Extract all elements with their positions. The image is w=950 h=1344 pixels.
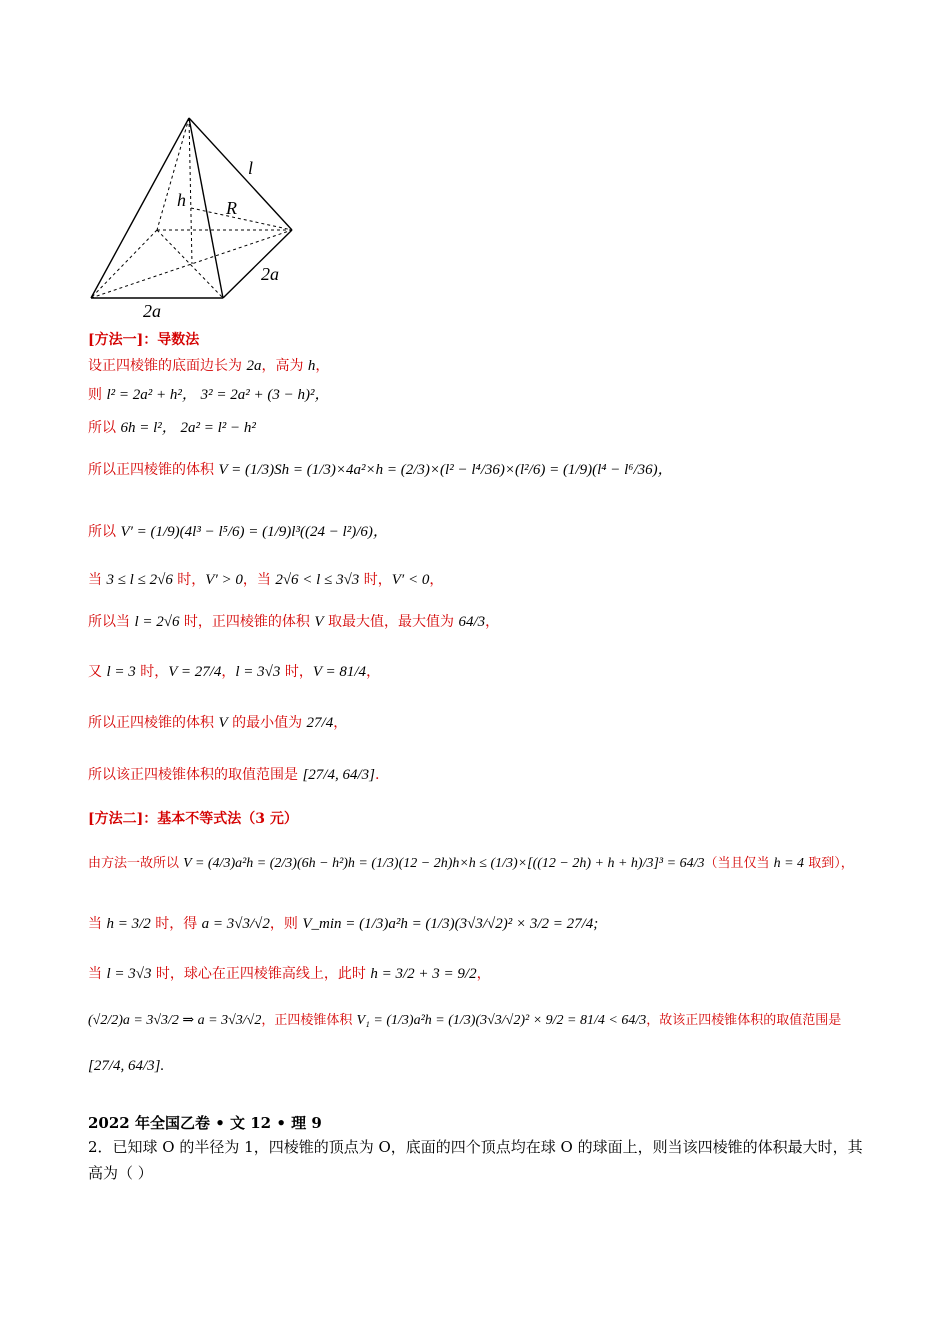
question-text: 2．已知球 O 的半径为 1，四棱锥的顶点为 O，底面的四个顶点均在球 O 的球面上，则当该四棱锥的体积最大时，其高为（ ） [88, 1138, 863, 1183]
height-line [189, 118, 192, 264]
method1-line-10: 所以该正四棱锥体积的取值范围是 [27/4, 64/3]. [88, 767, 380, 783]
method1-line-8: 又 l = 3 时，V = 27/4，l = 3√3 时，V = 81/4， [88, 664, 381, 680]
edge-apex-fr [189, 118, 223, 298]
pyramid-figure [80, 108, 320, 323]
edge-base-right [223, 230, 292, 298]
method1-line-5: 所以 V′ = (1/9)(4l³ − l⁵/6) = (1/9)l³((24 − l²)/6)， [88, 524, 388, 540]
method2-line-2: 当 h = 3/2 时，得 a = 3√3/√2，则 V_min = (1/3)a²h = (1/3)(3√3/√2)² × 3/2 = 27/4; [88, 916, 599, 932]
label-side-bottom: 2a [143, 301, 161, 321]
edge-apex-bl [157, 118, 189, 230]
method1-title: [方法一]：导数法 [88, 332, 200, 348]
method2-line-1: 由方法一故所以 V = (4/3)a²h = (2/3)(6h − h²)h = (1/3)(12 − 2h)h×h ≤ (1/3)×[((12 − 2h) + h + h)/3]³ = 64/3（当且仅当 h = 4 取到）， [88, 856, 854, 871]
label-l: l [248, 158, 254, 178]
method2-title: [方法二]：基本不等式法（3 元） [88, 811, 298, 827]
method1-line-4: 所以正四棱锥的体积 V = (1/3)Sh = (1/3)×4a²×h = (2/3)×(l² − l⁴/36)×(l²/6) = (1/9)(l⁴ − l⁶/36)， [88, 462, 673, 478]
label-side-right: 2a [261, 264, 279, 284]
method2-line-5: [27/4, 64/3]. [88, 1058, 165, 1074]
label-h: h [177, 190, 186, 210]
section-title: 2022 年全国乙卷 • 文 12 • 理 9 [88, 1114, 322, 1132]
edge-base-left [91, 230, 157, 298]
label-R: R [226, 198, 237, 218]
method1-line-9: 所以正四棱锥的体积 V 的最小值为 27/4， [88, 715, 348, 731]
method1-line-6: 当 3 ≤ l ≤ 2√6 时，V′ > 0，当 2√6 < l ≤ 3√3 时，V′ < 0， [88, 572, 444, 588]
method1-line-3: 所以 6h = l²， 2a² = l² − h² [88, 420, 256, 436]
method1-line-7: 所以当 l = 2√6 时，正四棱锥的体积 V 取最大值，最大值为 64/3， [88, 614, 500, 630]
method1-line-1: 设正四棱锥的底面边长为 2a，高为 h， [88, 358, 330, 374]
method1-line-2: 则 l² = 2a² + h²， 3² = 2a² + (3 − h)²， [88, 387, 330, 403]
edge-apex-br [189, 118, 292, 230]
method2-line-3: 当 l = 3√3 时，球心在正四棱锥高线上，此时 h = 3/2 + 3 = 9/2， [88, 966, 491, 982]
edge-apex-fl [91, 118, 189, 298]
method2-line-4: (√2/2)a = 3√3/2 ⇒ a = 3√3/√2，正四棱锥体积 V₁ = (1/3)a²h = (1/3)(3√3/√2)² × 9/2 = 81/4 < 64/3，故该正四棱锥体积的取值范围是 [88, 1013, 842, 1028]
